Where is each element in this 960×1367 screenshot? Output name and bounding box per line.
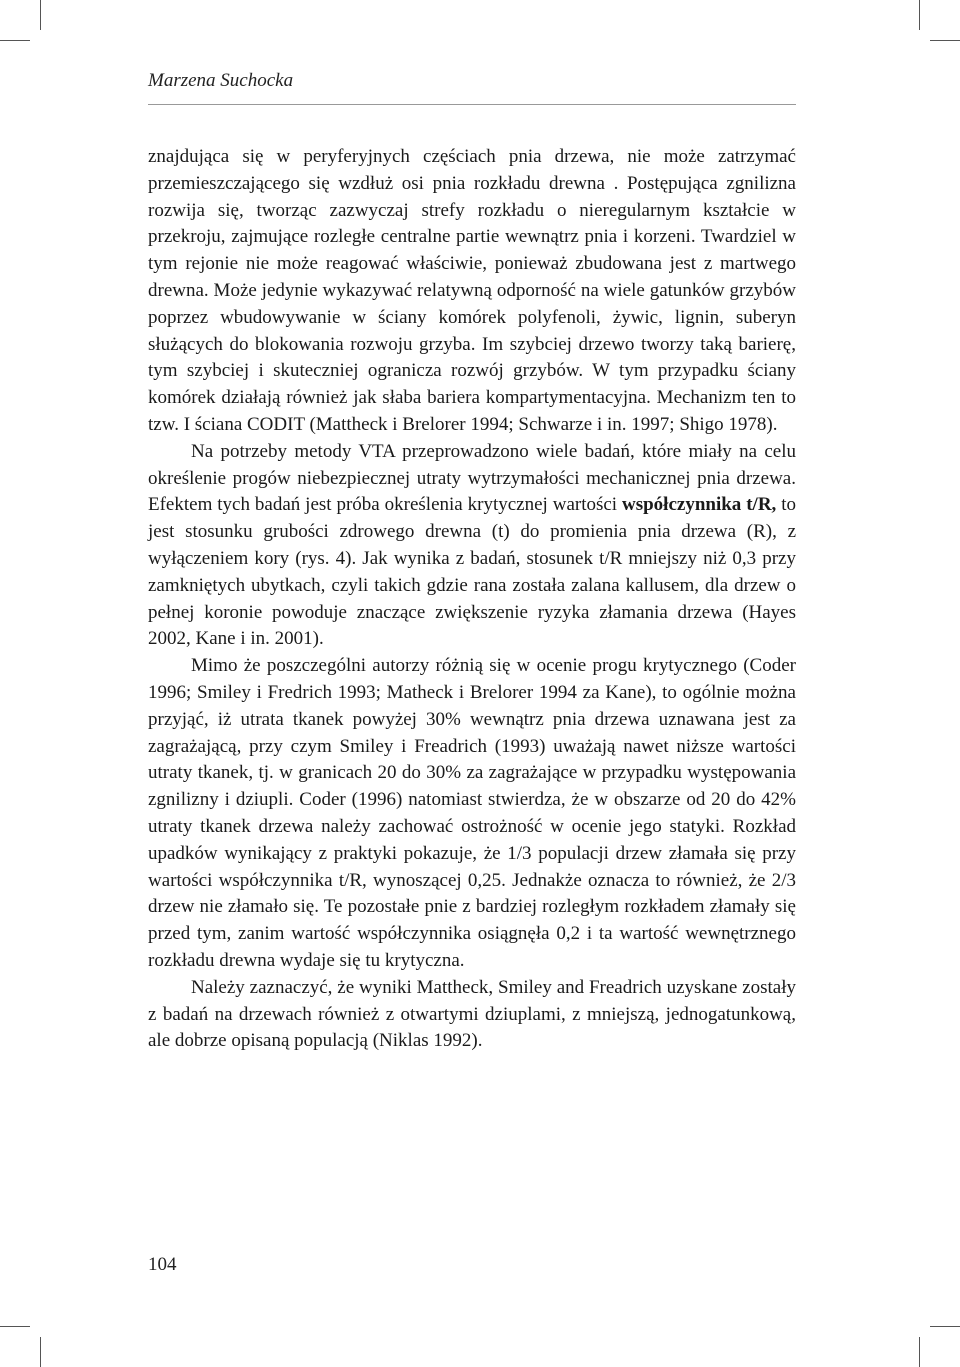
crop-mark <box>930 40 960 41</box>
paragraph <box>148 653 796 975</box>
running-head-author: Marzena Suchocka <box>148 70 294 91</box>
page-number: 104 <box>148 1254 177 1275</box>
crop-mark <box>0 1326 30 1327</box>
paragraph <box>148 439 796 653</box>
crop-mark <box>0 40 30 41</box>
crop-mark <box>919 0 920 30</box>
body-text <box>148 144 796 1055</box>
text-run: to jest stosunku grubości zdrowego drewna (t) do promienia pnia drzewa (R), z wyłączeniem kory (rys. 4). Jak wynika z badań, stosunek t/R mniejszy niż 0,3 przy zamkniętych ubytkach, czyli takich gdzie rana została zalana kallusem, dla drzew o pełnej koronie powoduje znaczące zwiększenie ryzyka złamania drzewa (Hayes 2002, Kane i in. 2001). <box>148 494 796 650</box>
paragraph <box>148 144 796 439</box>
text-run: Mimo że poszczególni autorzy różnią się w ocenie progu krytycznego (Coder 1996; Smiley i Fredrich 1993; Matheck i Brelorer 1994 za Kane), to ogólnie można przyjąć, iż utrata tkanek powyżej 30% wewnątrz pnia drzewa uznawana jest za zagrażającą, przy czym Smiley i Freadrich (1993) uważają nawet niższe wartości utraty tkanek, tj. w granicach 20 do 30% za zagrażające w przypadku występowania zgnilizny i dziupli. Coder (1996) natomiast stwierdza, że w obszarze od 20 do 42% utraty tkanek drzewa należy zachować ostrożność w ocenie jego statyki. Rozkład upadków wynikający z praktyki pokazuje, że 1/3 populacji drzew złamała się przy wartości współczynnika t/R, wynoszącej 0,25. Jednakże oznacza to również, że 2/3 drzew nie złamało się. Te pozostałe pnie z bardziej rozległym rozkładem złamały się przed tym, zanim wartość współczynnika osiągnęła 0,2 i ta wartość wewnętrznego rozkładu drewna wydaje się tu krytyczna. <box>148 655 796 971</box>
crop-mark <box>40 0 41 30</box>
text-run: Należy zaznaczyć, że wyniki Mattheck, Smiley and Freadrich uzyskane zostały z badań na drzewach również z otwartymi dziuplami, z mniejszą, jednogatunkową, ale dobrze opisaną populacją (Niklas 1992). <box>148 976 796 1052</box>
bold-term: współczynnika t/R, <box>622 494 777 516</box>
crop-mark <box>930 1326 960 1327</box>
paragraph <box>148 975 796 1055</box>
crop-mark <box>919 1337 920 1367</box>
text-run: Na potrzeby metody VTA przeprowadzono wiele badań, które miały na celu określenie progów niebezpiecznej utraty wytrzymałości mechanicznej pnia drzewa. Efektem tych badań jest próba określenia krytycznej wartości <box>148 440 796 516</box>
crop-mark <box>40 1337 41 1367</box>
text-run: znajdująca się w peryferyjnych częściach pnia drzewa, nie może zatrzymać przemieszczającego się wzdłuż osi pnia rozkładu drewna . Postępująca zgnilizna rozwija się, tworząc zazwyczaj strefy rozkładu o nieregularnym kształcie w przekroju, zajmujące rozległe centralne partie wewnątrz pnia i korzeni. Twardziel w tym rejonie nie może reagować właściwie, ponieważ zbudowana jest z martwego drewna. Może jedynie wykazywać relatywną odporność na wiele gatunków grzybów poprzez wbudowywanie w ściany komórek polyfenoli, żywic, lignin, suberyn służących do blokowania rozwoju grzyba. Im szybciej drzewo tworzy taką barierę, tym szybciej i skuteczniej ogranicza rozwój grzybów. W tym przypadku ściany komórek działają również jak słaba bariera kompartymentacyjna. Mechanizm ten to tzw. I ściana CODIT (Mattheck i Brelorer 1994; Schwarze i in. 1997; Shigo 1978). <box>148 146 796 435</box>
header-rule <box>148 104 796 105</box>
